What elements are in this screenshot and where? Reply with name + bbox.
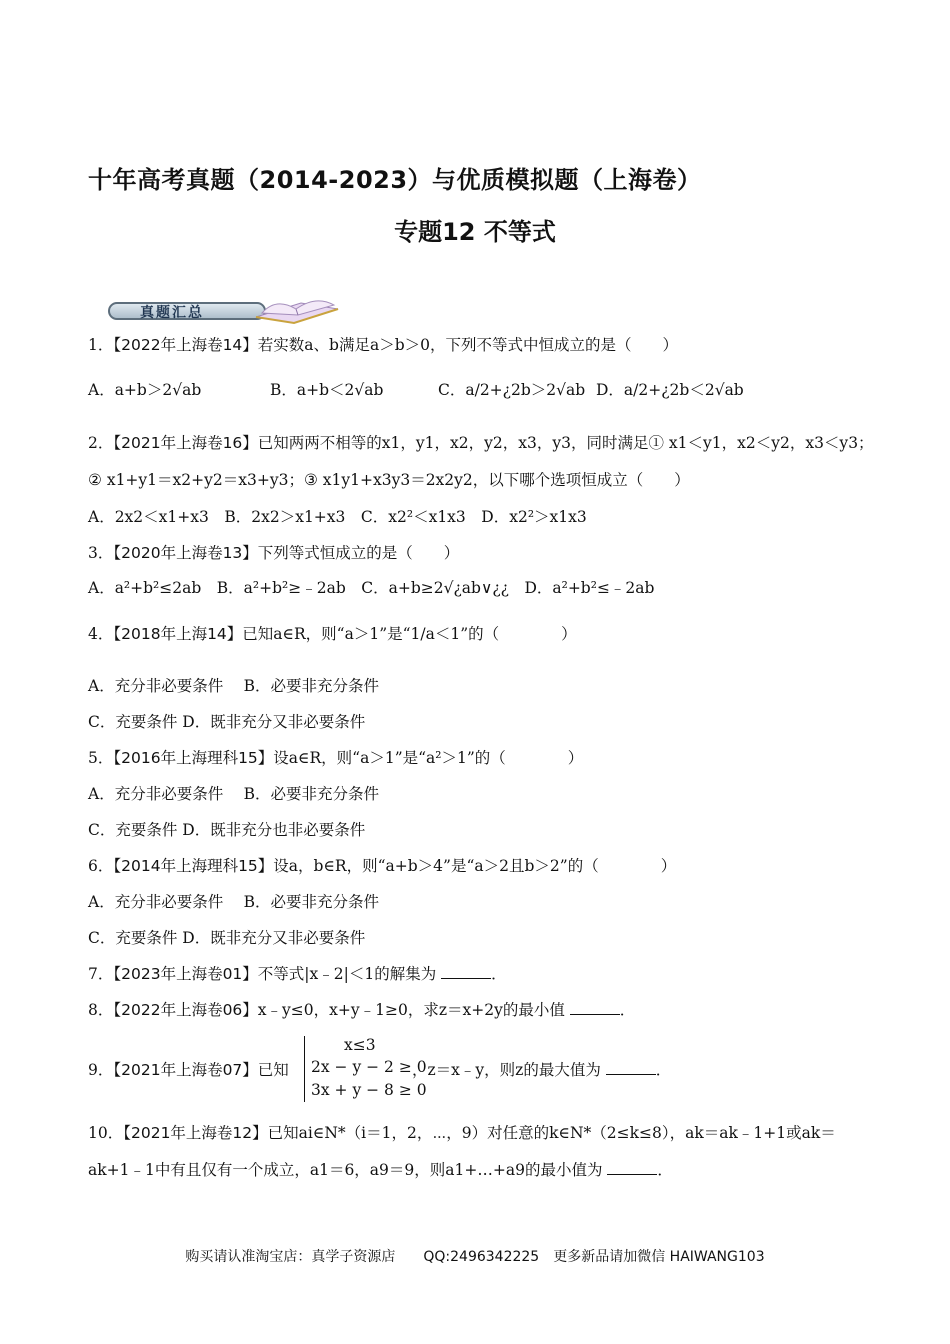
question-8: 8．【2022年上海卷06】x﹣y≤0，x+y﹣1≥0，求z＝x+2y的最小值 ． xyxy=(88,1001,636,1019)
question-number: 9． xyxy=(88,1061,114,1079)
question-text: 下列等式恒成立的是（ ） xyxy=(257,544,460,562)
question-source-tag: 【2014年上海理科15】 xyxy=(113,857,274,875)
question-number: 10． xyxy=(88,1124,124,1142)
question-4-options-cd: C．充要条件 D．既非充分又非必要条件 xyxy=(88,713,366,731)
question-9 xyxy=(88,1058,289,1080)
question-text: x﹣y≤0，x+y﹣1≥0，求z＝x+2y的最小值 xyxy=(257,1001,565,1019)
question-5 xyxy=(88,746,583,768)
question-source-tag: 【2022年上海卷14】 xyxy=(113,336,258,354)
document-title: 十年高考真题（2014-2023）与优质模拟题（上海卷） xyxy=(88,166,702,194)
question-number: 7． xyxy=(88,965,114,983)
question-text: ，z＝x﹣y，则z的最大值为 xyxy=(412,1061,601,1079)
section-banner xyxy=(106,293,341,329)
question-number: 8． xyxy=(88,1001,114,1019)
question-3-options: A．a²+b²≤2ab B．a²+b²≥﹣2ab C．a+b≥2√¿ab∨¿¿ D．a²+b²≤﹣2ab xyxy=(88,579,655,597)
question-2-options: A．2x2＜x1+x3 B．2x2＞x1+x3 C．x2²＜x1x3 D．x2²＞x1x3 xyxy=(88,508,587,526)
answer-blank[interactable] xyxy=(606,1060,656,1075)
question-5-options-ab: A．充分非必要条件 B．必要非充分条件 xyxy=(88,785,380,803)
option-a: A．a+b＞2√ab xyxy=(88,381,202,399)
question-source-tag: 【2020年上海卷13】 xyxy=(113,544,258,562)
question-number: 4． xyxy=(88,625,114,643)
page-footer: 购买请认准淘宝店：真学子资源店 QQ:2496342225 更多新品请加微信 HAIWANG103 xyxy=(185,1249,765,1265)
question-1 xyxy=(88,333,678,355)
question-number: 3． xyxy=(88,544,114,562)
banner-label: 真题汇总 xyxy=(140,305,204,321)
question-4-options-ab: A．充分非必要条件 B．必要非充分条件 xyxy=(88,677,380,695)
question-number: 1． xyxy=(88,336,114,354)
question-number: 6． xyxy=(88,857,114,875)
question-source-tag: 【2018年上海14】 xyxy=(113,625,243,643)
question-2-conditions: ② x1+y1＝x2+y2＝x3+y3；③ x1y1+x3y3＝2x2y2，以下哪个选项恒成立（ ） xyxy=(88,471,690,489)
option-d: D．a/2+¿2b＜2√ab xyxy=(596,381,744,399)
question-number: 2． xyxy=(88,434,114,452)
question-source-tag: 【2016年上海理科15】 xyxy=(113,749,274,767)
inequality-1: x≤3 xyxy=(344,1036,376,1054)
question-text: 已知 xyxy=(257,1061,289,1079)
question-text: ak+1﹣1中有且仅有一个成立，a1＝6，a9＝9，则a1+…+a9的最小值为 xyxy=(88,1161,603,1179)
answer-blank[interactable] xyxy=(441,964,491,979)
question-text: 不等式|x﹣2|＜1的解集为 xyxy=(257,965,437,983)
open-book-icon xyxy=(246,293,346,329)
question-5-options-cd: C．充要条件 D．既非充分也非必要条件 xyxy=(88,821,366,839)
question-10 xyxy=(88,1121,836,1143)
answer-blank[interactable] xyxy=(570,1000,620,1015)
question-6 xyxy=(88,854,676,876)
question-9-continuation: ，z＝x﹣y，则z的最大值为 ． xyxy=(412,1061,672,1079)
question-text: 设a∈R，则“a＞1”是“a²＞1”的（ ） xyxy=(273,749,584,767)
question-text: 已知a∈R，则“a＞1”是“1/a＜1”的（ ） xyxy=(242,625,577,643)
question-4 xyxy=(88,622,577,644)
question-text: 已知两两不相等的x1，y1，x2，y2，x3，y3，同时满足① x1＜y1，x2＜y2，x3＜y3； xyxy=(257,434,874,452)
question-source-tag: 【2021年上海卷16】 xyxy=(113,434,258,452)
option-b: B．a+b＜2√ab xyxy=(270,381,384,399)
question-6-options-ab: A．充分非必要条件 B．必要非充分条件 xyxy=(88,893,380,911)
document-subtitle: 专题12 不等式 xyxy=(394,218,556,246)
question-source-tag: 【2022年上海卷06】 xyxy=(113,1001,258,1019)
option-c: C．a/2+¿2b＞2√ab xyxy=(438,381,586,399)
question-number: 5． xyxy=(88,749,114,767)
question-text: 已知ai∈N*（i＝1，2，⋯，9）对任意的k∈N*（2≤k≤8），ak＝ak﹣1+1或ak＝ xyxy=(267,1124,836,1142)
banner-pill xyxy=(108,302,266,320)
inequality-3: 3x + y − 8 ≥ 0 xyxy=(311,1081,427,1099)
question-text: 设a，b∈R，则“a+b＞4”是“a＞2且b＞2”的（ ） xyxy=(273,857,677,875)
question-text: 若实数a、b满足a＞b＞0，下列不等式中恒成立的是（ ） xyxy=(257,336,678,354)
question-source-tag: 【2023年上海卷01】 xyxy=(113,965,258,983)
question-source-tag: 【2021年上海卷12】 xyxy=(123,1124,268,1142)
question-10-continuation: ak+1﹣1中有且仅有一个成立，a1＝6，a9＝9，则a1+…+a9的最小值为 ． xyxy=(88,1161,673,1179)
question-3 xyxy=(88,541,459,563)
answer-blank[interactable] xyxy=(607,1160,657,1175)
inequality-2: 2x − y − 2 ≥ 0 xyxy=(311,1058,427,1076)
question-2 xyxy=(88,431,874,453)
question-6-options-cd: C．充要条件 D．既非充分又非必要条件 xyxy=(88,929,366,947)
question-7: 7．【2023年上海卷01】不等式|x﹣2|＜1的解集为 ． xyxy=(88,965,507,983)
question-source-tag: 【2021年上海卷07】 xyxy=(113,1061,258,1079)
